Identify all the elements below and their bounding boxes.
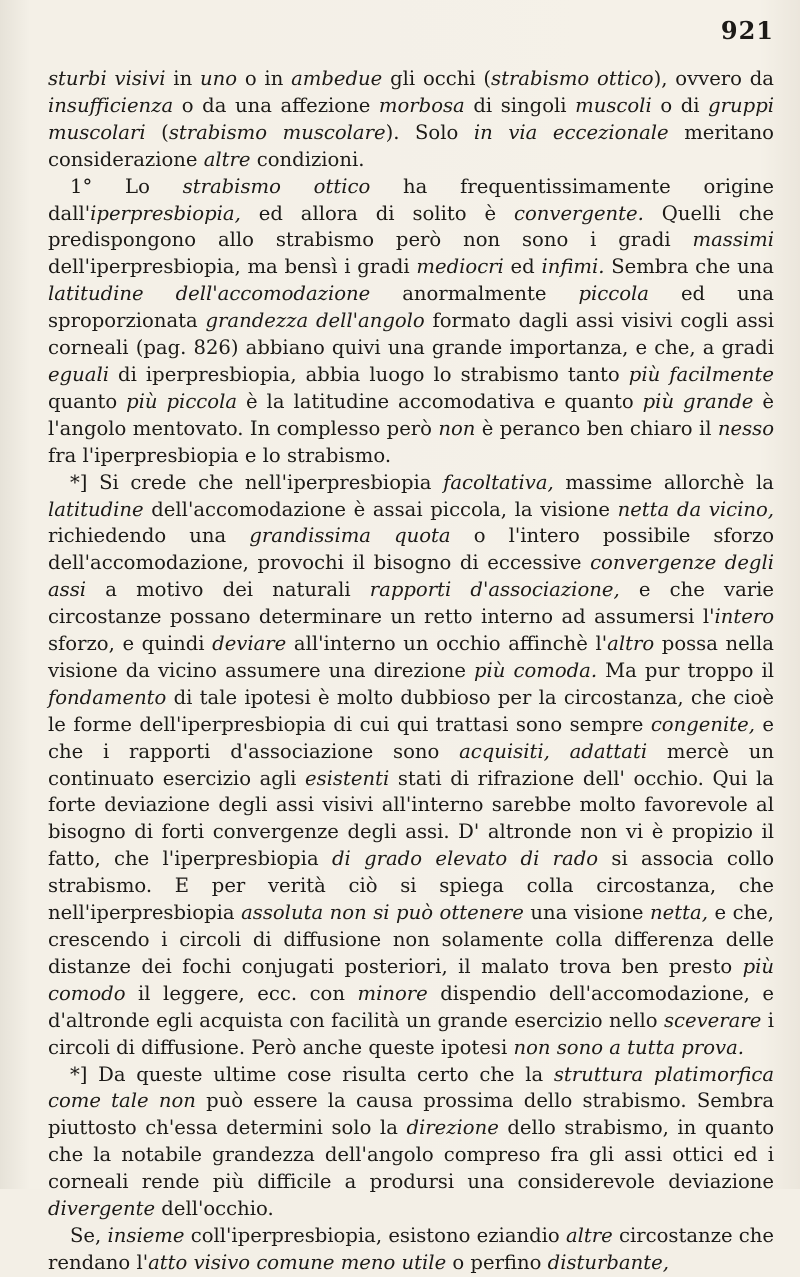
italic-text: più grande	[642, 389, 754, 413]
italic-text: rapporti d'associazione,	[369, 578, 620, 602]
text-run: ha frequentissimamente origine dall'	[48, 174, 775, 225]
text-run: *] Si crede che nell'iperpresbiopia	[70, 470, 444, 494]
text-run: (	[145, 120, 169, 144]
text-run: ed una sproporzionata	[48, 282, 774, 333]
text-run: quanto	[48, 389, 127, 413]
text-run: possa nella visione da vicino assumere una direzione	[48, 632, 774, 682]
text-run: sforzo, e quindi	[48, 632, 213, 656]
italic-text: più facilmente	[628, 362, 774, 386]
italic-text: più piccola	[126, 389, 238, 413]
text-run: dell'iperpresbiopia, ma bensì i gradi	[48, 255, 417, 279]
paragraph	[48, 1062, 774, 1223]
italic-text: morbosa	[378, 93, 465, 117]
text-run: Sembra che una	[604, 255, 774, 279]
italic-text: ambedue	[291, 67, 383, 90]
text-run: o in	[237, 67, 292, 90]
italic-text: strabismo muscolare	[168, 120, 386, 144]
text-run: dispendio dell'accomodazione, e d'altronde egli acquista con facilità un grande esercizio nello	[48, 981, 774, 1032]
text-run: 1° Lo	[70, 174, 183, 198]
italic-text: nesso	[717, 416, 774, 440]
text-run: di singoli	[464, 93, 576, 117]
text-run: una visione	[523, 901, 651, 925]
italic-text: esistenti	[305, 766, 390, 790]
italic-text: strabismo ottico	[491, 67, 654, 90]
text-run: è la latitudine accomodativa e quanto	[237, 389, 643, 413]
text-run: condizioni.	[250, 147, 365, 171]
text-run: Se,	[70, 1223, 108, 1247]
italic-text: convergente.	[514, 201, 644, 225]
italic-text: acquisiti, adattati	[459, 739, 648, 763]
italic-text: minore	[357, 981, 428, 1005]
italic-text: atto visivo comune meno utile	[148, 1250, 447, 1274]
text-run: circostanze che rendano l'	[48, 1223, 774, 1274]
text-run: anormalmente	[370, 282, 579, 306]
italic-text: sceverare	[663, 1008, 762, 1032]
italic-text: gruppi muscolari	[48, 93, 775, 144]
italic-text: altro	[607, 632, 655, 656]
text-run: fra l'iperpresbiopia e lo strabismo.	[48, 443, 392, 467]
italic-text: grandezza dell'angolo	[205, 309, 425, 333]
text-run: è l'angolo mentovato. In complesso però	[48, 389, 774, 440]
italic-text: latitudine	[48, 497, 144, 521]
text-run: massime allorchè la	[553, 470, 774, 494]
text-run: o l'intero possibile sforzo dell'accomodazione, provochi il bisogno di eccessive	[48, 524, 774, 575]
paragraph	[48, 66, 774, 174]
text-run: richiedendo una	[48, 524, 250, 548]
text-run: meritano considerazione	[48, 120, 774, 171]
text-run: o da una affezione	[173, 93, 379, 117]
text-run: ed allora di solito è	[240, 201, 514, 225]
text-run: e che varie circostanze possano determinare un retto interno ad assumersi l'	[48, 578, 774, 629]
italic-text: infimi.	[541, 255, 605, 279]
text-run: può essere la causa prossima dello strabismo. Sembra piuttosto ch'essa determini solo la	[48, 1089, 775, 1140]
italic-text: più comodo	[48, 954, 774, 1005]
text-run: ed	[503, 255, 542, 279]
text-run: gli occhi (	[382, 67, 492, 90]
page-number: 921	[720, 16, 774, 45]
text-run: Quelli che predispongono allo strabismo però non sono i gradi	[48, 201, 774, 252]
italic-text: di grado elevato di rado	[331, 847, 599, 871]
italic-text: deviare	[212, 632, 287, 656]
text-run: di tale ipotesi è molto dubbioso per la circostanza, che cioè le forme dell'iperpresbiopia di cui qui trattasi sono sempre	[48, 685, 774, 736]
italic-text: altre	[565, 1223, 613, 1247]
text-run: e che, crescendo i circoli di diffusione non solamente colla differenza delle distanze dei fochi conjugati posteriori, il malato trova ben presto	[48, 901, 774, 978]
text-run: dello strabismo, in quanto che la notabile grandezza dell'angolo compreso fra gli assi ottici ed i corneali rende più difficile a prodursi una considerevole deviazione	[48, 1116, 774, 1194]
text-run: coll'iperpresbiopia, esistono eziandio	[184, 1223, 566, 1247]
text-run: dell'accomodazione è assai piccola, la visione	[143, 497, 618, 521]
text-run: ). Solo	[385, 120, 474, 144]
italic-text: struttura platimorfica come tale non	[48, 1062, 774, 1113]
body-text	[48, 66, 774, 1277]
text-run: è peranco ben chiaro il	[475, 416, 718, 440]
text-run: in	[165, 67, 200, 90]
italic-text: mediocri	[416, 255, 504, 279]
text-run: all'interno un occhio affinchè l'	[286, 632, 608, 656]
italic-text: eguali	[48, 362, 109, 386]
text-run: stati di rifrazione dell' occhio. Qui la forte deviazione degli assi visivi all'interno sarebbe molto favorevole al bisogno di forti convergenze degli assi. D' altronde non vi è propizio il fatto, che l'iperpresbiopia	[48, 766, 774, 871]
italic-text: in via eccezionale	[473, 120, 669, 144]
text-run: di iperpresbiopia, abbia luogo lo strabismo tanto	[108, 362, 629, 386]
italic-text: assoluta non si può ottenere	[241, 901, 524, 925]
italic-text: muscoli	[575, 93, 652, 117]
italic-text: divergente	[48, 1197, 156, 1221]
text-run: o di	[651, 93, 709, 117]
italic-text: strabismo ottico	[182, 174, 371, 198]
italic-text: congenite,	[650, 712, 755, 736]
italic-text: latitudine dell'accomodazione	[48, 282, 371, 306]
text-run: i circoli di diffusione. Però anche queste ipotesi	[48, 1008, 774, 1059]
italic-text: uno	[200, 67, 238, 90]
italic-text: netta da vicino,	[617, 497, 774, 521]
text-run: il leggere, ecc. con	[125, 981, 358, 1005]
italic-text: insufficienza	[48, 93, 174, 117]
italic-text: iperpresbiopia,	[90, 201, 241, 225]
italic-text: non	[438, 416, 476, 440]
italic-text: disturbante,	[547, 1250, 669, 1274]
italic-text: netta,	[650, 901, 708, 925]
text-run: *] Da queste ultime cose risulta certo che la	[70, 1062, 554, 1086]
paragraph	[48, 174, 774, 470]
italic-text: direzione	[406, 1116, 499, 1140]
text-run: a motivo dei naturali	[86, 578, 370, 602]
italic-text: grandissima quota	[249, 524, 451, 548]
text-run: si associa collo strabismo. E per verità ciò si spiega colla circostanza, che nell'iperpresbiopia	[48, 847, 774, 925]
paragraph	[48, 470, 774, 1062]
paragraph	[48, 1223, 774, 1277]
text-run: dell'occhio.	[155, 1197, 274, 1221]
italic-text: non sono a tutta prova.	[513, 1035, 744, 1059]
italic-text: convergenze degli assi	[48, 551, 774, 602]
italic-text: fondamento	[48, 685, 167, 709]
text-run: mercè un continuato esercizio agli	[48, 739, 775, 790]
italic-text: più comoda.	[474, 658, 598, 682]
italic-text: sturbi visivi	[48, 67, 166, 90]
text-run: Ma pur troppo il	[597, 658, 774, 682]
italic-text: piccola	[578, 282, 649, 306]
text-run: o perfino	[446, 1250, 548, 1274]
italic-text: altre	[203, 147, 251, 171]
text-run: ), ovvero da	[653, 67, 774, 90]
italic-text: facoltativa,	[443, 470, 554, 494]
italic-text: insieme	[107, 1223, 185, 1247]
italic-text: massimi	[692, 228, 774, 252]
italic-text: intero	[714, 605, 774, 629]
text-run: formato dagli assi visivi cogli assi corneali (pag. 826) abbiano quivi una grande importanza, e che, a gradi	[48, 309, 774, 360]
text-run: e che i rapporti d'associazione sono	[48, 712, 775, 763]
